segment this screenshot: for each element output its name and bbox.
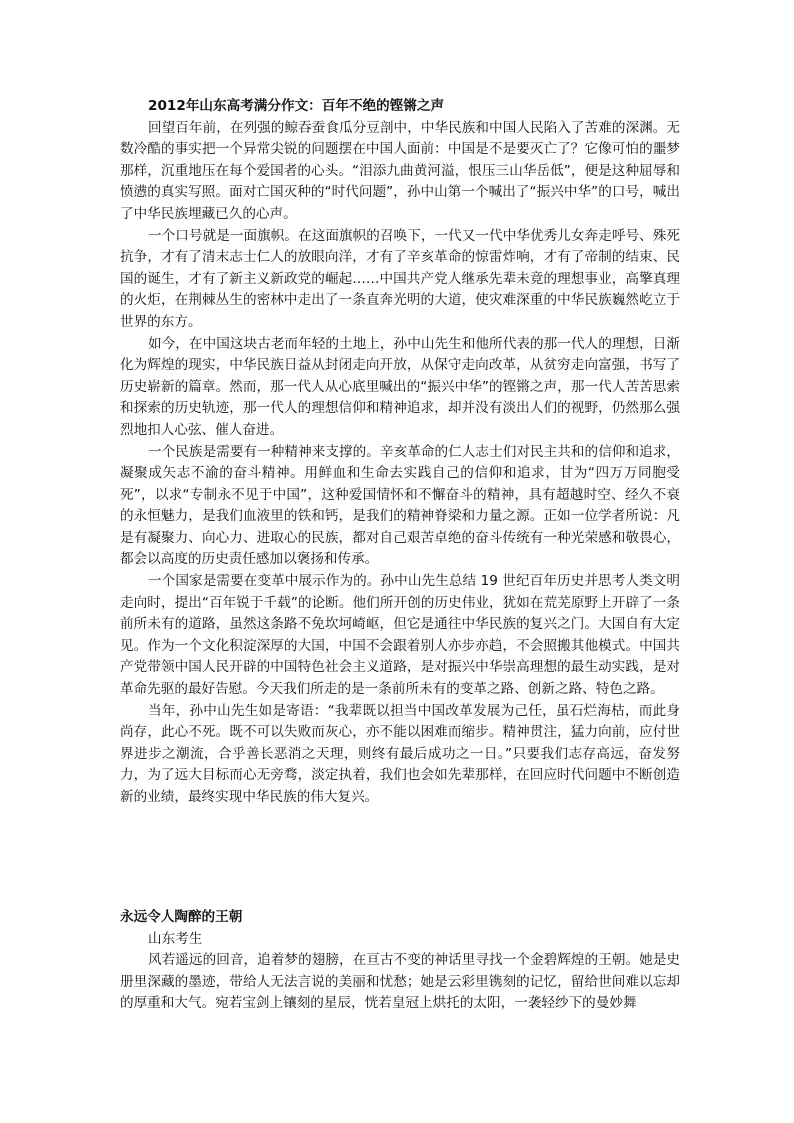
essay-one: [120, 96, 680, 809]
essay-two-title: 永远令人陶醉的王朝: [120, 909, 243, 925]
essay-one-title: 2012年山东高考满分作文：百年不绝的铿锵之声: [148, 98, 445, 114]
essay-two-author: 山东考生: [148, 930, 203, 947]
essay-one-paragraph-2: 一个口号就是一面旗帜。在这面旗帜的召唤下，一代又一代中华优秀儿女奔走呼号、殊死抗争，才有了清末志士仁人的放眼向洋，才有了辛亥革命的惊雷炸响，才有了帝制的结束、民国的诞生，才有了新主义新政党的崛起……中国共产党人继承先辈未竟的理想事业，高擎真理的火炬，在荆棘丛生的密林中走出了一条直奔光明的大道，使灾难深重的中华民族巍然屹立于世界的东方。: [120, 227, 680, 330]
essay-one-paragraph-4: 一个民族是需要有一种精神来支撑的。辛亥革命的仁人志士们对民主共和的信仰和追求，凝聚成矢志不渝的奋斗精神。用鲜血和生命去实践自己的信仰和追求，甘为“四万万同胞受死”，以求“专制永不见于中国”，这种爱国情怀和不懈奋斗的精神，具有超越时空、经久不衰的永恒魅力，是我们血液里的铁和钙，是我们的精神脊梁和力量之源。正如一位学者所说：凡是有凝聚力、向心力、进取心的民族，都对自己艰苦卓绝的奋斗传统有一种光荣感和敬畏心，都会以高度的历史责任感加以褒扬和传承。: [120, 443, 680, 568]
essay-one-paragraph-3: 如今，在中国这块古老而年轻的土地上，孙中山先生和他所代表的那一代人的理想，日渐化为辉煌的现实，中华民族日益从封闭走向开放，从保守走向改革，从贫穷走向富强，书写了历史崭新的篇章。然而，那一代人从心底里喊出的“振兴中华”的铿锵之声，那一代人苦苦思索和探索的历史轨迹，那一代人的理想信仰和精神追求，却并没有淡出人们的视野，仍然那么强烈地扣人心弦、催人奋进。: [120, 335, 680, 438]
essay-two-paragraph-1: 风若遥远的回音，追着梦的翅膀，在亘古不变的神话里寻找一个金碧辉煌的王朝。她是史册里深藏的墨迹，带给人无法言说的美丽和忧愁；她是云彩里镌刻的记忆，留给世间难以忘却的厚重和大气。宛若宝剑上镶刻的星辰，恍若皇冠上烘托的太阳，一袭轻纱下的曼妙舞: [120, 952, 680, 1012]
essay-one-paragraph-5: 一个国家是需要在变革中展示作为的。孙中山先生总结 19 世纪百年历史并思考人类文明走向时，提出“百年锐于千载”的论断。他们所开创的历史伟业，犹如在荒芜原野上开辟了一条前所未有的道路，虽然这条路不免坎坷崎岖，但它是通往中华民族的复兴之门。大国自有大定见。作为一个文化积淀深厚的大国，中国不会跟着别人亦步亦趋，不会照搬其他模式。中国共产党带领中国人民开辟的中国特色社会主义道路，是对振兴中华崇高理想的最生动实践，是对革命先驱的最好告慰。今天我们所走的是一条前所未有的变革之路、创新之路、特色之路。: [120, 573, 680, 698]
essay-one-paragraph-1: 回望百年前，在列强的鲸吞蚕食瓜分豆剖中，中华民族和中国人民陷入了苦难的深渊。无数冷酷的事实把一个异常尖锐的问题摆在中国人面前：中国是不是要灭亡了？它像可怕的噩梦那样，沉重地压在每个爱国者的心头。“泪添九曲黄河溢，恨压三山华岳低”，便是这种屈辱和愤懑的真实写照。面对亡国灭种的“时代问题”，孙中山第一个喊出了“振兴中华”的口号，喊出了中华民族埋藏已久的心声。: [120, 119, 680, 222]
essay-two: [120, 907, 680, 1015]
essay-one-paragraph-6: 当年，孙中山先生如是寄语：“我辈既以担当中国改革发展为己任，虽石烂海枯，而此身尚存，此心不死。既不可以失败而灰心，亦不能以困难而缩步。精神贯注，猛力向前，应付世界进步之潮流，合乎善长恶消之天理，则终有最后成功之一日。”只要我们志存高远，奋发努力，为了远大目标而心无旁骛，淡定执着，我们也会如先辈那样，在回应时代问题中不断创造新的业绩，最终实现中华民族的伟大复兴。: [120, 702, 680, 805]
